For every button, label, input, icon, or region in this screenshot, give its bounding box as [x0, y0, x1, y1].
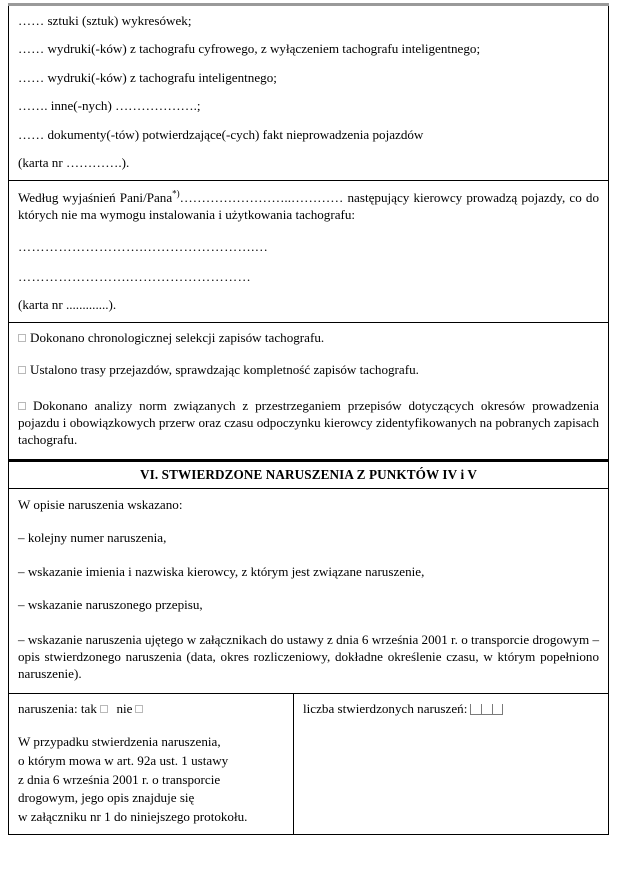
checklist-row	[9, 323, 608, 460]
attachments-row	[9, 6, 608, 181]
violations-label: naruszenia:	[18, 700, 78, 716]
violation-count-label: liczba stwierdzonych naruszeń:	[303, 700, 468, 716]
explanation-paragraph	[18, 189, 599, 224]
checkbox-yes-icon[interactable]	[100, 705, 108, 713]
violations-no-label: nie	[116, 700, 133, 716]
violation-bullet-3: – wskazanie naruszonego przepisu,	[18, 597, 203, 613]
violation-note-line-1: W przypadku stwierdzenia naruszenia,	[18, 734, 221, 750]
checkbox-icon[interactable]	[18, 402, 26, 410]
violation-bullet-4: – wskazanie naruszenia ujętego w załącznikach do ustawy z dnia 6 września 2001 r. o transporcie drogowym – opis stwierdzonego naruszenia (data, okres rozliczeniowy, dokładne określenie czasu, w którym popełniono naruszenie).	[18, 631, 600, 682]
explanation-row	[9, 181, 608, 323]
violation-note-line-3: z dnia 6 września 2001 r. o transporcie	[18, 771, 221, 787]
attachment-card-number: (karta nr ………….).	[18, 155, 130, 171]
violation-note-line-2: o którym mowa w art. 92a ust. 1 ustawy	[18, 752, 229, 768]
violation-intro: W opisie naruszenia wskazano:	[18, 496, 183, 512]
checkbox-no-icon[interactable]	[135, 705, 143, 713]
checklist-item-3-label: Dokonano analizy norm związanych z przestrzeganiem przepisów dotyczących okresów prowadzenia pojazdu i obowiązkowych przerw oraz czasu odpoczynku kierowcy zidentyfikowanych na pobranych zapisach tachografu.	[18, 397, 599, 448]
checkbox-icon[interactable]	[18, 366, 26, 374]
attachment-item-1: …… sztuki (sztuk) wykresówek;	[18, 13, 192, 28]
violation-note-line-4: drogowym, jego opis znajduje się	[18, 790, 195, 806]
explanation-card-number: (karta nr .............).	[18, 297, 117, 313]
violation-bullet-1: – kolejny numer naruszenia,	[18, 530, 167, 546]
explanation-dots-inline: ……………………..…………	[179, 189, 344, 205]
violations-yes-no-line[interactable]	[18, 700, 284, 719]
attachment-item-4: ……. inne(-nych) ……………….;	[18, 98, 201, 114]
attachment-item-2: …… wydruki(-ków) z tachografu cyfrowego, z wyłączeniem tachografu inteligentnego;	[18, 41, 481, 57]
checklist-item-1-label: Dokonano chronologicznej selekcji zapisów tachografu.	[30, 329, 325, 345]
checklist-item-2[interactable]	[18, 362, 599, 377]
violations-yes-label: tak	[80, 700, 97, 716]
violation-count-digit-cell[interactable]	[481, 704, 492, 715]
checklist-item-1[interactable]	[18, 330, 599, 345]
violation-count-digit-cell[interactable]	[470, 704, 481, 715]
attachment-item-5: …… dokumenty(-tów) potwierdzające(-cych) fakt nieprowadzenia pojazdów	[18, 126, 424, 142]
violation-count-line	[303, 700, 599, 721]
violation-description-row	[9, 489, 608, 694]
explanation-intro-before: Według wyjaśnień Pani/Pana	[18, 189, 173, 205]
violation-bullet-2: – wskazanie imienia i nazwiska kierowcy, z którym jest związane naruszenie,	[18, 563, 425, 579]
footnote-marker: *)	[172, 188, 180, 199]
checkbox-icon[interactable]	[18, 334, 26, 342]
checklist-item-2-label: Ustalono trasy przejazdów, sprawdzając kompletność zapisów tachografu.	[30, 362, 419, 378]
protocol-form-table	[8, 6, 609, 835]
checklist-item-3[interactable]	[18, 397, 599, 449]
violation-summary-left-cell	[9, 694, 294, 834]
attachment-item-3: …… wydruki(-ków) z tachografu inteligentnego;	[18, 69, 277, 85]
violation-summary-right-cell	[294, 694, 608, 834]
violation-count-input[interactable]	[470, 702, 503, 721]
section-vi-heading: VI. STWIERDZONE NARUSZENIA Z PUNKTÓW IV i V	[9, 460, 608, 489]
violation-count-digit-cell[interactable]	[492, 704, 503, 715]
violation-summary-row	[9, 694, 608, 834]
violation-note-line-5: w załączniku nr 1 do niniejszego protokołu.	[18, 808, 248, 824]
explanation-blank-line-1[interactable]: ……………………….…………………….…	[18, 239, 269, 255]
explanation-intro-after: następujący kierowcy prowadzą pojazdy, co do których nie ma wymogu instalowania i użytkowania tachografu:	[18, 189, 600, 223]
explanation-blank-line-2[interactable]: …………………….………………………	[18, 268, 252, 284]
